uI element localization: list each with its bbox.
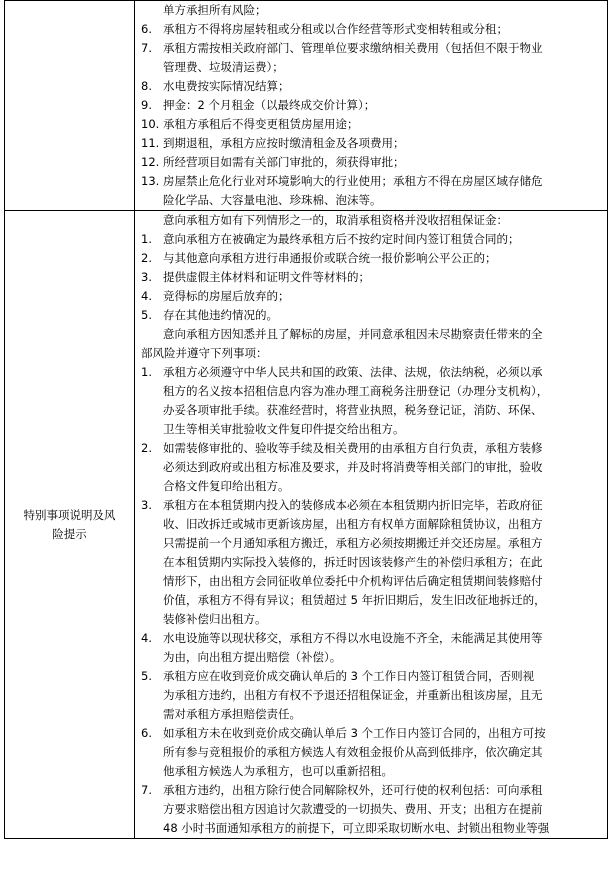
- label-cell-special-notes: [5, 211, 135, 839]
- label-line: 特别事项说明及风: [23, 507, 116, 522]
- list-item-text: 承租方违约，出租方除行使合同解除权外，还可行使的权利包括：可向承租: [163, 783, 543, 797]
- list-item-text: 他承租方候选人为承租方，也可以重新招租。: [163, 764, 393, 778]
- list-item-text: 房屋禁止危化行业对环境影响大的行业使用；承租方不得在房屋区域存储危: [163, 174, 543, 188]
- list-item: [141, 667, 603, 686]
- list-item-number: 5.: [141, 669, 152, 683]
- list-item: [141, 249, 603, 268]
- list-item: [141, 172, 603, 191]
- label-cell-empty: [5, 1, 135, 211]
- list-item-text: 承租方必须遵守中华人民共和国的政策、法律、法规，依法纳税，必须以承: [163, 365, 543, 379]
- list-item-text: 所经营项目如需有关部门审批的，须获得审批；: [163, 155, 405, 169]
- list-item: [141, 401, 603, 420]
- list-item-number: [141, 800, 163, 819]
- list-item: [141, 325, 603, 344]
- list-item: [141, 268, 603, 287]
- list-item: [141, 534, 603, 553]
- list-item: [141, 629, 603, 648]
- list-item-text: 如需装修审批的、验收等手续及相关费用的由承租方自行负责，承租方装修: [163, 441, 543, 455]
- list-item: [141, 134, 603, 153]
- list-item-text: 意向承租方如有下列情形之一的，取消承租资格并没收招租保证金：: [163, 213, 508, 227]
- list-item-text: 方要求赔偿出租方因追讨欠款遭受的一切损失、费用、开支；出租方在提前: [163, 802, 543, 816]
- list-item-number: [141, 401, 163, 420]
- list-item: [141, 306, 603, 325]
- list-item-text: 押金：2 个月租金（以最终成交价计算）；: [163, 98, 376, 112]
- list-item-number: 13.: [141, 174, 160, 188]
- list-item-text: 管理费、垃圾清运费）；: [163, 60, 284, 74]
- list-item-number: 4.: [141, 289, 152, 303]
- list-item-number: 2.: [141, 251, 152, 265]
- list-item-text: 为承租方违约，出租方有权不予退还招租保证金，并重新出租该房屋，且无: [163, 688, 543, 702]
- list-item-text: 价值，承租方不得有异议；租赁超过 5 年折旧期后，发生旧改征地拆迁的，: [163, 593, 546, 607]
- list-item-text: 48 小时书面通知承租方的前提下，可立即采取切断水电、封锁出租物业等强: [163, 821, 550, 835]
- list-item-text: 必须达到政府或出租方标准及要求，并及时将消费等相关部门的审批，验收: [163, 460, 543, 474]
- list-item-number: [141, 58, 163, 77]
- list-item: [141, 743, 603, 762]
- list-item-number: [141, 591, 163, 610]
- list-item: [141, 191, 603, 210]
- list-item-number: 3.: [141, 498, 152, 512]
- list-item-number: [141, 743, 163, 762]
- content-cell-special-notes: [135, 211, 608, 839]
- list-item: [141, 115, 603, 134]
- list-item-number: 11.: [141, 136, 160, 150]
- list-item-text: 险化学品、大容量电池、珍珠棉、泡沫等。: [163, 193, 382, 207]
- list-item: [141, 648, 603, 667]
- list-item-number: 4.: [141, 631, 152, 645]
- list-item-number: [141, 686, 163, 705]
- list-item-text: 承租方应在收到竞价成交确认单后的 3 个工作日内签订租赁合同，否则视: [163, 669, 535, 683]
- special-notes-list: [135, 211, 607, 838]
- list-item-number: 5.: [141, 308, 152, 322]
- list-item-text: 卫生等相关审批验收文件复印件提交给出租方。: [163, 422, 405, 436]
- terms-table: [4, 0, 608, 839]
- list-item: [141, 1, 603, 20]
- list-item-number: [141, 1, 163, 20]
- list-item-number: [141, 458, 163, 477]
- list-item: [141, 477, 603, 496]
- list-item-number: 10.: [141, 117, 160, 131]
- list-item-text: 与其他意向承租方进行串通报价或联合统一报价影响公平公正的；: [163, 251, 497, 265]
- list-item-text: 单方承担所有风险；: [163, 3, 267, 17]
- list-item: [141, 800, 603, 819]
- list-item-text: 承租方不得将房屋转租或分租或以合作经营等形式变相转租或分租；: [163, 22, 508, 36]
- list-item-text: 提供虚假主体材料和证明文件等材料的；: [163, 270, 370, 284]
- list-item-number: 1.: [141, 365, 152, 379]
- list-item-number: 8.: [141, 79, 152, 93]
- list-item: [141, 819, 603, 838]
- list-item: [141, 439, 603, 458]
- list-item: [141, 496, 603, 515]
- list-item: [141, 762, 603, 781]
- list-item-number: [141, 191, 163, 210]
- list-item-number: 3.: [141, 270, 152, 284]
- list-item-number: [141, 534, 163, 553]
- list-item-text: 只需提前一个月通知承租方搬迁，承租方必须按期搬迁并交还房屋。承租方: [163, 536, 543, 550]
- table-row-requirements: [5, 1, 608, 211]
- table-row-special-notes: [5, 211, 608, 839]
- list-item-number: 6.: [141, 22, 152, 36]
- list-item-text: 竞得标的房屋后放弃的；: [163, 289, 290, 303]
- list-item: [141, 458, 603, 477]
- list-item: [141, 230, 603, 249]
- list-item-text: 装修补偿归出租方。: [163, 612, 267, 626]
- requirements-list: [135, 1, 607, 210]
- list-item-text: 到期退租，承租方应按时缴清租金及各项费用；: [163, 136, 405, 150]
- list-item-text: 水电设施等以现状移交，承租方不得以水电设施不齐全，未能满足其使用等: [163, 631, 543, 645]
- list-item-number: [141, 553, 163, 572]
- list-item-number: 1.: [141, 232, 152, 246]
- list-item-number: [141, 705, 163, 724]
- list-item-text: 水电费按实际情况结算；: [163, 79, 290, 93]
- label-line: 险提示: [52, 526, 87, 541]
- list-item-text: 情形下，由出租方会同征收单位委托中介机构评估后确定租赁期间装修赔付: [163, 574, 543, 588]
- list-item-text: 承租方在本租赁期内投入的装修成本必须在本租赁期内折旧完毕，若政府征: [163, 498, 543, 512]
- list-item-number: [141, 648, 163, 667]
- list-item-text: 需对承租方承担赔偿责任。: [163, 707, 301, 721]
- list-item-text: 意向承租方因知悉并且了解标的房屋，并同意承租因未尽勘察责任带来的全: [163, 327, 543, 341]
- list-item-number: 6.: [141, 726, 152, 740]
- list-item: [141, 553, 603, 572]
- list-item: [141, 344, 603, 363]
- list-item-number: [141, 572, 163, 591]
- list-item: [141, 591, 603, 610]
- list-item-number: 9.: [141, 98, 152, 112]
- list-item: [141, 77, 603, 96]
- list-item-number: 12.: [141, 155, 160, 169]
- list-item-number: [141, 382, 163, 401]
- list-item-number: [141, 819, 163, 838]
- list-item-number: [141, 420, 163, 439]
- list-item-text: 收、旧改拆迁或城市更新该房屋，出租方有权单方面解除租赁协议，出租方: [163, 517, 543, 531]
- list-item-text: 合格文件复印给出租方。: [163, 479, 290, 493]
- list-item: [141, 420, 603, 439]
- list-item-text: 在本租赁期内实际投入装修的，拆迁时因该装修产生的补偿归承租方；在此: [163, 555, 543, 569]
- list-item: [141, 515, 603, 534]
- list-item: [141, 211, 603, 230]
- list-item: [141, 96, 603, 115]
- list-item-text: 租方的名义按本招租信息内容为准办理工商税务注册登记（办理分支机构），: [163, 384, 549, 398]
- list-item-text: 承租方承租后不得变更租赁房屋用途；: [163, 117, 359, 131]
- list-item-text: 所有参与竞租报价的承租方候选人有效租金报价从高到低排序，依次确定其: [163, 745, 543, 759]
- list-item-number: 7.: [141, 783, 152, 797]
- list-item-number: [141, 610, 163, 629]
- list-item: [141, 58, 603, 77]
- list-item: [141, 686, 603, 705]
- list-item: [141, 610, 603, 629]
- list-item: [141, 572, 603, 591]
- list-item-text: 承租方需按相关政府部门、管理单位要求缴纳相关费用（包括但不限于物业: [163, 41, 543, 55]
- list-item: [141, 382, 603, 401]
- list-item: [141, 287, 603, 306]
- list-item-number: 2.: [141, 441, 152, 455]
- content-cell-requirements: [135, 1, 608, 211]
- list-item: [141, 705, 603, 724]
- list-item-number: [141, 762, 163, 781]
- list-item: [141, 39, 603, 58]
- list-item-text: 为由，向出租方提出赔偿（补偿）。: [163, 650, 342, 664]
- list-item: [141, 724, 603, 743]
- list-item-text: 存在其他违约情况的。: [163, 308, 278, 322]
- list-item-text: 部风险并遵守下列事项：: [141, 346, 268, 360]
- list-item: [141, 153, 603, 172]
- list-item-number: [141, 477, 163, 496]
- list-item-number: 7.: [141, 41, 152, 55]
- list-item: [141, 781, 603, 800]
- list-item: [141, 20, 603, 39]
- list-item-text: 意向承租方在被确定为最终承租方后不按约定时间内签订租赁合同的；: [163, 232, 520, 246]
- list-item-number: [141, 515, 163, 534]
- list-item: [141, 363, 603, 382]
- list-item-text: 如承租方未在收到竞价成交确认单后 3 个工作日内签订合同的，出租方可按: [163, 726, 546, 740]
- list-item-text: 办妥各项审批手续。获准经营时，将营业执照，税务登记证，消防、环保、: [163, 403, 543, 417]
